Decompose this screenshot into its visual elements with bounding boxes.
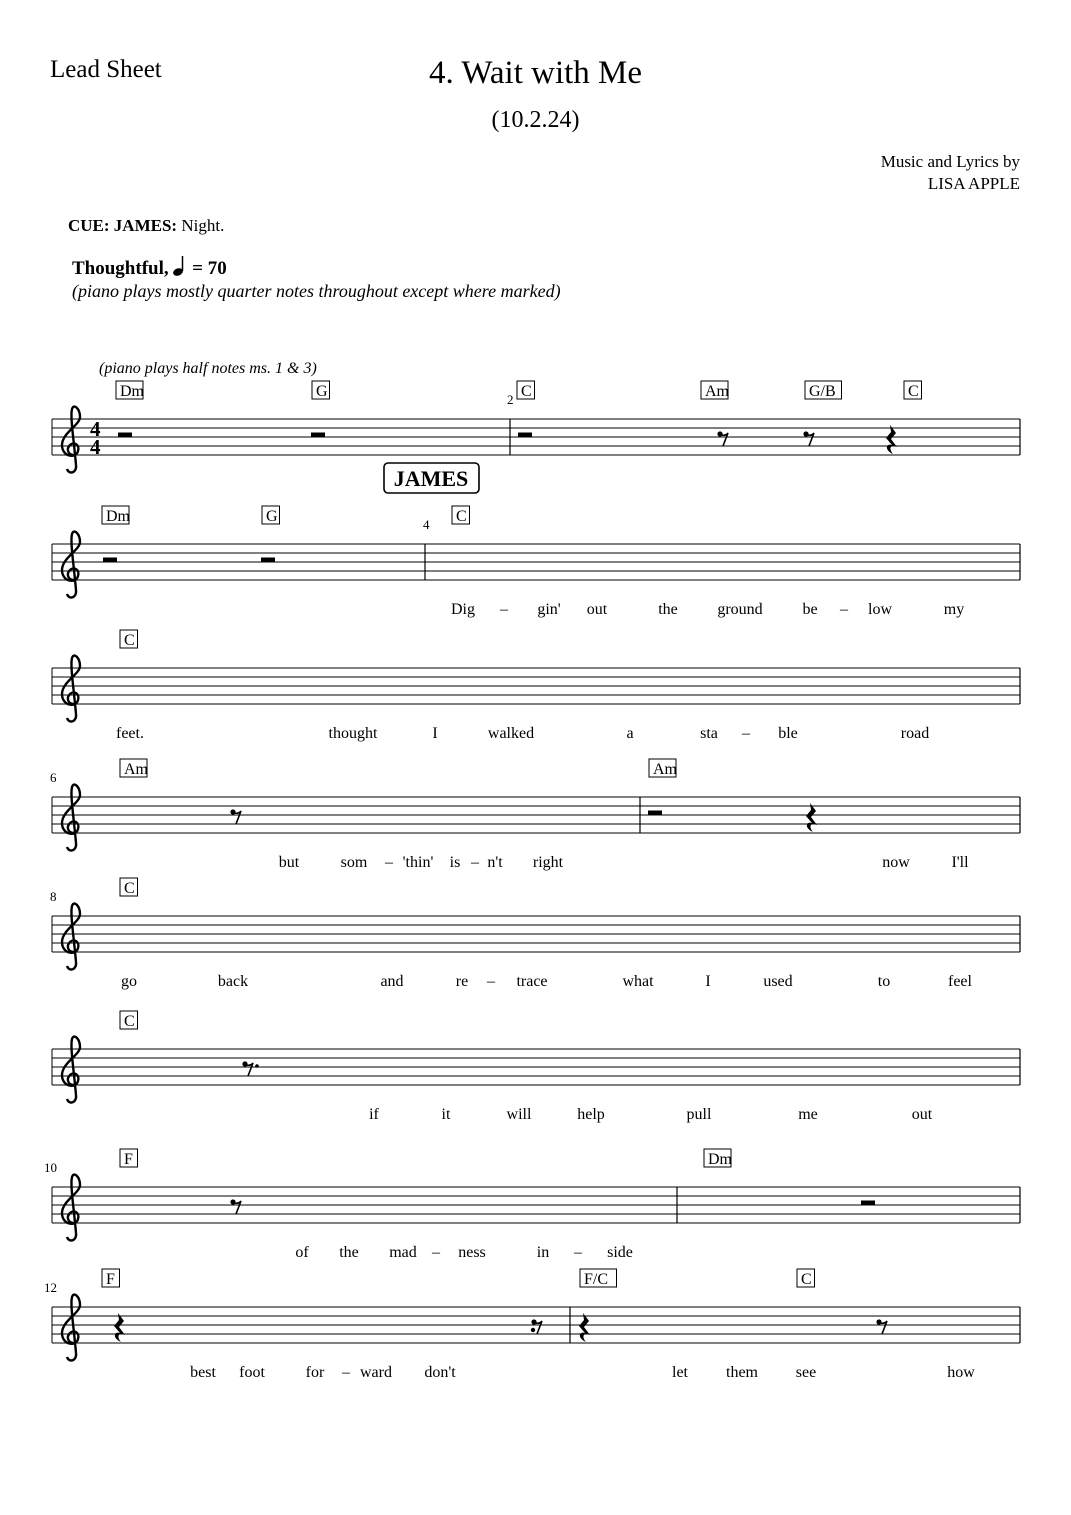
measure-number: 6 bbox=[50, 770, 57, 785]
treble-clef-icon bbox=[62, 1175, 80, 1241]
lyric-syllable: see bbox=[795, 1364, 817, 1381]
measure-number: 2 bbox=[507, 392, 514, 407]
eighth-rest-stem bbox=[234, 811, 241, 824]
lyric-syllable: but bbox=[278, 854, 300, 871]
performance-note: (piano plays mostly quarter notes throughout except where marked) bbox=[72, 281, 561, 301]
system-8 bbox=[44, 1269, 1020, 1381]
lyric-syllable: the bbox=[658, 601, 678, 618]
lyric-syllable: ble bbox=[778, 725, 798, 742]
system-3 bbox=[52, 630, 1020, 742]
lyric-syllable: is bbox=[449, 854, 461, 871]
system-1 bbox=[52, 360, 1020, 493]
lyric-syllable: – bbox=[840, 601, 848, 618]
lyric-syllable: sta bbox=[700, 725, 718, 742]
treble-clef-icon bbox=[62, 532, 80, 598]
lyric-syllable: will bbox=[506, 1106, 532, 1123]
system-4 bbox=[50, 759, 1020, 871]
lyric-syllable: side bbox=[607, 1244, 633, 1261]
chord-symbol: C bbox=[521, 383, 532, 400]
lyric-syllable: right bbox=[532, 854, 564, 871]
measure-number: 4 bbox=[423, 517, 430, 532]
chord-symbol: C bbox=[124, 880, 135, 897]
cue-text: Night. bbox=[181, 216, 225, 235]
systems bbox=[44, 360, 1020, 1381]
lyric-syllable: – bbox=[432, 1244, 440, 1261]
lyric-syllable: – bbox=[385, 854, 393, 871]
credit-line-1: Music and Lyrics by bbox=[880, 152, 1020, 171]
lyric-syllable: what bbox=[622, 973, 654, 990]
revision-date: (10.2.24) bbox=[491, 107, 580, 133]
lyric-syllable: road bbox=[900, 725, 930, 742]
lyric-syllable: in bbox=[536, 1244, 550, 1261]
measure-number: 8 bbox=[50, 889, 57, 904]
lyric-syllable: Dig bbox=[451, 601, 475, 618]
chord-symbol: G bbox=[316, 383, 328, 400]
lyric-syllable: foot bbox=[239, 1364, 265, 1381]
treble-clef-icon bbox=[62, 656, 80, 722]
rest-augmentation-dot bbox=[255, 1064, 259, 1068]
chord-symbol: F bbox=[106, 1271, 115, 1288]
lyric-syllable: walked bbox=[487, 725, 535, 742]
half-rest bbox=[648, 811, 662, 816]
treble-clef-icon bbox=[62, 785, 80, 851]
measure-number: 10 bbox=[44, 1160, 57, 1175]
lyric-syllable: – bbox=[574, 1244, 582, 1261]
treble-clef-icon bbox=[62, 407, 80, 473]
lyric-syllable: I'll bbox=[951, 854, 969, 871]
measure-number: 12 bbox=[44, 1280, 57, 1295]
lyric-syllable: – bbox=[500, 601, 508, 618]
lyric-syllable: them bbox=[726, 1364, 758, 1381]
lyric-syllable: to bbox=[877, 973, 891, 990]
lyric-syllable: mad bbox=[389, 1244, 417, 1261]
eighth-rest-stem bbox=[234, 1201, 241, 1214]
lyric-syllable: ness bbox=[458, 1244, 486, 1261]
lyric-syllable: gin' bbox=[537, 601, 561, 618]
chord-symbol: C bbox=[801, 1271, 812, 1288]
lyric-syllable: help bbox=[577, 1106, 605, 1123]
lyric-syllable: let bbox=[672, 1364, 688, 1381]
lyric-syllable: – bbox=[742, 725, 750, 742]
lyric-syllable: don't bbox=[424, 1364, 456, 1381]
system-7 bbox=[44, 1149, 1020, 1261]
lyric-syllable: go bbox=[121, 973, 137, 990]
lyric-syllable: if bbox=[369, 1106, 379, 1123]
chord-symbol: Am bbox=[705, 383, 729, 400]
half-rest bbox=[118, 433, 132, 438]
eighth-rest-stem bbox=[721, 433, 728, 446]
chord-symbol: C bbox=[908, 383, 919, 400]
quarter-rest bbox=[114, 1313, 125, 1342]
treble-clef-icon bbox=[62, 1295, 80, 1361]
quarter-rest bbox=[806, 803, 817, 832]
lyric-syllable: now bbox=[882, 854, 910, 871]
lyric-syllable: trace bbox=[516, 973, 548, 990]
lyric-syllable: out bbox=[911, 1106, 933, 1123]
tempo-label: Thoughtful, bbox=[72, 258, 169, 279]
lyric-syllable: back bbox=[217, 973, 249, 990]
lyric-syllable: pull bbox=[686, 1106, 712, 1123]
lyric-syllable: used bbox=[763, 973, 793, 990]
system-2 bbox=[52, 506, 1020, 618]
system-6 bbox=[52, 1011, 1020, 1123]
lead-sheet-label: Lead Sheet bbox=[50, 56, 162, 83]
sixteenth-rest-dot bbox=[531, 1328, 535, 1332]
chord-symbol: C bbox=[124, 632, 135, 649]
lyric-syllable: 'thin' bbox=[402, 854, 434, 871]
chord-symbol: C bbox=[124, 1013, 135, 1030]
eighth-rest-stem bbox=[535, 1321, 542, 1334]
lyric-syllable: be bbox=[802, 601, 818, 618]
half-rest bbox=[261, 558, 275, 563]
lyric-syllable: n't bbox=[487, 854, 503, 871]
lyric-syllable: thought bbox=[328, 725, 378, 742]
eighth-rest-stem bbox=[880, 1321, 887, 1334]
lyric-syllable: feet. bbox=[116, 725, 144, 742]
half-rest bbox=[518, 433, 532, 438]
lyric-syllable: out bbox=[586, 601, 608, 618]
lyric-syllable: it bbox=[441, 1106, 451, 1123]
lyric-syllable: best bbox=[190, 1364, 216, 1381]
chord-symbol: Dm bbox=[708, 1151, 732, 1168]
chord-symbol: F bbox=[124, 1151, 133, 1168]
song-title: 4. Wait with Me bbox=[428, 55, 643, 91]
lyric-syllable: – bbox=[487, 973, 495, 990]
chord-symbol: C bbox=[456, 508, 467, 525]
lyric-syllable: for bbox=[305, 1364, 325, 1381]
eighth-rest-stem bbox=[807, 433, 814, 446]
lyric-syllable: how bbox=[947, 1364, 975, 1381]
lyric-syllable: me bbox=[798, 1106, 818, 1123]
system-5 bbox=[50, 878, 1020, 990]
quarter-rest bbox=[886, 425, 897, 454]
lyric-syllable: of bbox=[295, 1244, 309, 1261]
lyric-syllable: my bbox=[943, 601, 965, 618]
half-rest bbox=[861, 1201, 875, 1206]
lyric-syllable: feel bbox=[948, 973, 972, 990]
character-name: JAMES bbox=[393, 466, 469, 491]
half-rest bbox=[103, 558, 117, 563]
lyric-syllable: and bbox=[380, 973, 404, 990]
cue-label: CUE: JAMES: bbox=[68, 216, 178, 235]
treble-clef-icon bbox=[62, 1037, 80, 1103]
expression-text: (piano plays half notes ms. 1 & 3) bbox=[99, 360, 317, 377]
chord-symbol: G/B bbox=[809, 383, 836, 400]
half-rest bbox=[311, 433, 325, 438]
lyric-syllable: re bbox=[455, 973, 469, 990]
chord-symbol: Dm bbox=[120, 383, 144, 400]
credit-line-2: LISA APPLE bbox=[927, 174, 1020, 193]
quarter-rest bbox=[579, 1313, 590, 1342]
lyric-syllable: ward bbox=[360, 1364, 392, 1381]
lyric-syllable: low bbox=[868, 601, 892, 618]
chord-symbol: G bbox=[266, 508, 278, 525]
time-signature-top: 4 bbox=[90, 417, 101, 441]
lyric-syllable: ground bbox=[717, 601, 763, 618]
time-signature-bottom: 4 bbox=[90, 435, 101, 459]
lyric-syllable: I bbox=[432, 725, 438, 742]
chord-symbol: Am bbox=[653, 761, 677, 778]
treble-clef-icon bbox=[62, 904, 80, 970]
lyric-syllable: – bbox=[471, 854, 479, 871]
lyric-syllable: som bbox=[340, 854, 368, 871]
tempo-bpm: = 70 bbox=[192, 258, 227, 279]
chord-symbol: Am bbox=[124, 761, 148, 778]
lyric-syllable: a bbox=[626, 725, 634, 742]
chord-symbol: F/C bbox=[584, 1271, 609, 1288]
lyric-syllable: – bbox=[342, 1364, 350, 1381]
lyric-syllable: the bbox=[339, 1244, 359, 1261]
lyric-syllable: I bbox=[705, 973, 711, 990]
eighth-rest-stem bbox=[246, 1063, 253, 1076]
chord-symbol: Dm bbox=[106, 508, 130, 525]
